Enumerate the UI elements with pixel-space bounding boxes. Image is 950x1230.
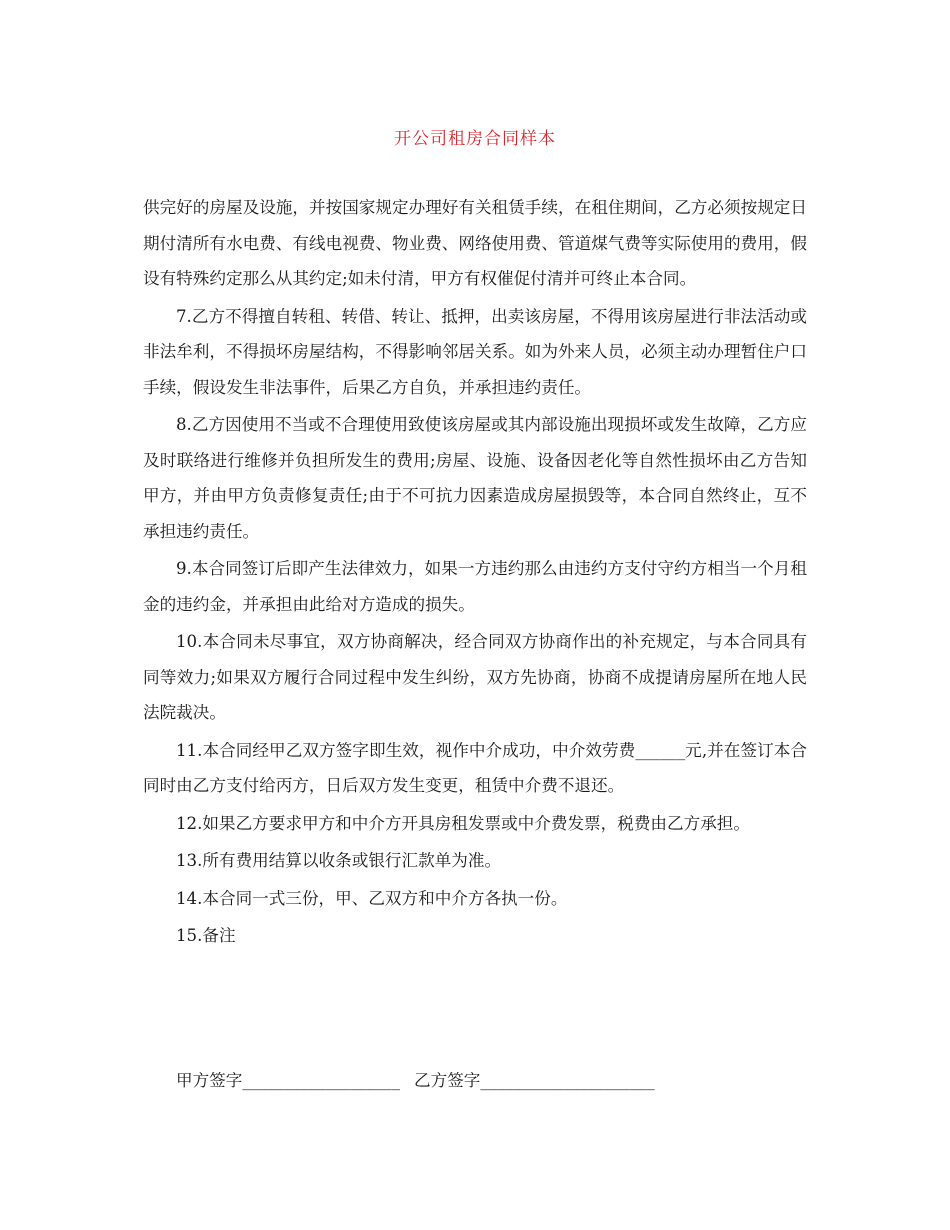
clause-11: 11.本合同经甲乙双方签字即生效，视作中介成功，中介效劳费______元,并在签订本合同时由乙方支付给丙方，日后双方发生变更，租赁中介费不退还。 bbox=[143, 740, 807, 795]
document-title: 开公司租房合同样本 bbox=[394, 129, 556, 149]
party-a-signature: 甲方签字___________________ bbox=[176, 1071, 401, 1090]
document-body bbox=[143, 190, 807, 956]
clause-15: 15.备注 bbox=[176, 926, 236, 945]
clause-7: 7.乙方不得擅自转租、转借、转让、抵押，出卖该房屋，不得用该房屋进行非法活动或非法牟利，不得损坏房屋结构，不得影响邻居关系。如为外来人员，必须主动办理暂住户口手续，假设发生非法事件，后果乙方自负，并承担违约责任。 bbox=[143, 306, 807, 397]
party-b-signature: 乙方签字_____________________ bbox=[414, 1071, 655, 1090]
clause-8: 8.乙方因使用不当或不合理使用致使该房屋或其内部设施出现损坏或发生故障，乙方应及时联络进行维修并负担所发生的费用;房屋、设施、设备因老化等自然性损坏由乙方告知甲方，并由甲方负责修复责任;由于不可抗力因素造成房屋损毁等，本合同自然终止，互不承担违约责任。 bbox=[143, 415, 807, 541]
clause-13: 13.所有费用结算以收条或银行汇款单为准。 bbox=[176, 851, 502, 870]
clause-14: 14.本合同一式三份，甲、乙双方和中介方各执一份。 bbox=[176, 888, 568, 908]
clause-9: 9.本合同签订后即产生法律效力，如果一方违约那么由违约方支付守约方相当一个月租金的违约金，并承担由此给对方造成的损失。 bbox=[143, 559, 807, 614]
clause-10: 10.本合同未尽事宜，双方协商解决，经合同双方协商作出的补充规定，与本合同具有同等效力;如果双方履行合同过程中发生纠纷，双方先协商，协商不成提请房屋所在地人民法院裁决。 bbox=[143, 632, 807, 722]
paragraph-continuation: 供完好的房屋及设施，并按国家规定办理好有关租赁手续，在租住期间，乙方必须按规定日期付清所有水电费、有线电视费、物业费、网络使用费、管道煤气费等实际使用的费用，假设有特殊约定那么从其约定;如未付清，甲方有权催促付清并可终止本合同。 bbox=[143, 198, 807, 288]
clause-12: 12.如果乙方要求甲方和中介方开具房租发票或中介费发票，税费由乙方承担。 bbox=[176, 813, 750, 833]
signature-row bbox=[176, 1063, 655, 1098]
